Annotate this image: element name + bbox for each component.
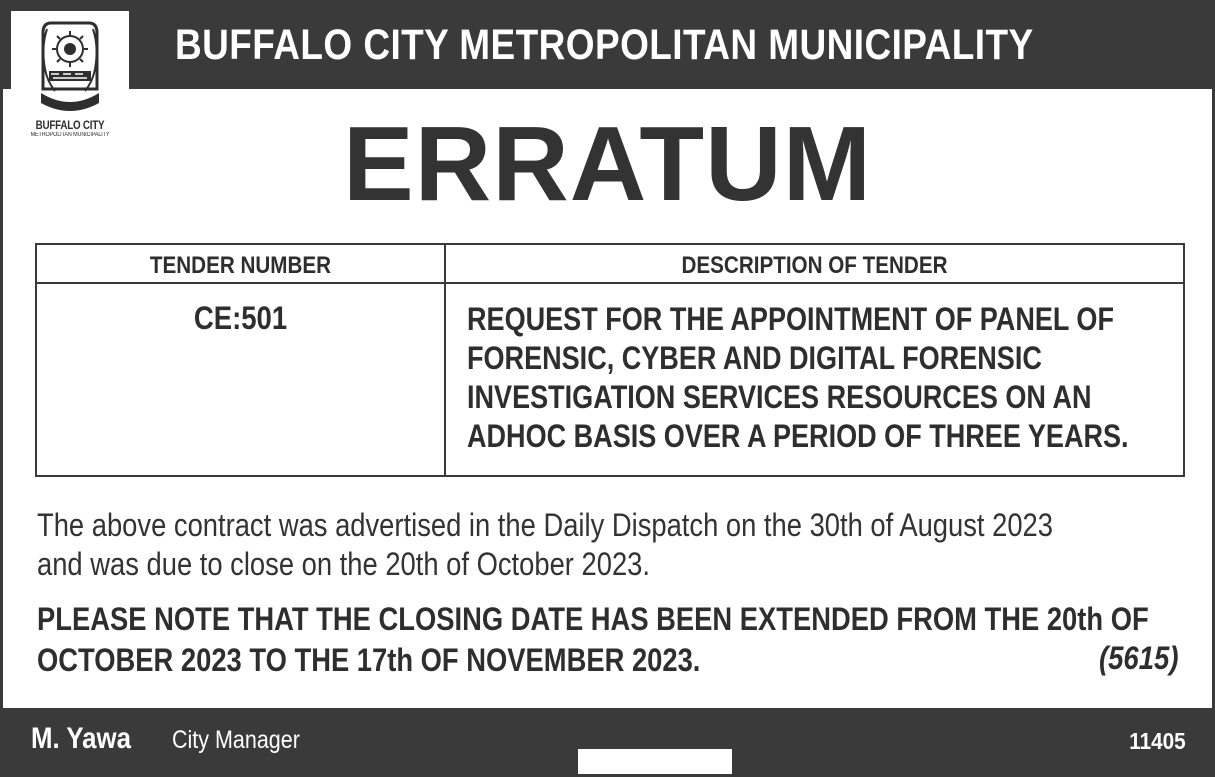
coat-of-arms-icon [37, 19, 103, 117]
header-description: DESCRIPTION OF TENDER [681, 252, 948, 279]
cell-tender-number: CE:501 [193, 300, 288, 336]
signatory-name: M. Yawa [31, 722, 131, 755]
contract-paragraph [37, 506, 1191, 584]
notice-title: ERRATUM [342, 105, 873, 223]
advert-code: 11405 [1129, 728, 1186, 754]
paragraph-line: and was due to close on the 20th of October 2023. [37, 546, 650, 582]
paragraph-line: The above contract was advertised in the Daily Dispatch on the 30th of August 2023 [37, 507, 1053, 543]
table-column-divider [444, 245, 446, 475]
reference-number: (5615) [1098, 640, 1178, 676]
logo-subtitle: METROPOLITAN MUNICIPALITY [30, 132, 110, 138]
extension-note [37, 599, 1191, 681]
signatory-role: City Manager [172, 726, 300, 754]
header-tender-number: TENDER NUMBER [149, 252, 332, 279]
footer-tab [578, 749, 732, 774]
logo-name: BUFFALO CITY [35, 118, 105, 132]
header-band [3, 3, 1212, 89]
tender-table [35, 243, 1185, 477]
description-line: REQUEST FOR THE APPOINTMENT OF PANEL OF [467, 301, 1114, 337]
cell-tender-description [467, 300, 1160, 456]
description-line: INVESTIGATION SERVICES RESOURCES ON AN [467, 379, 1092, 415]
table-row-divider [37, 282, 1183, 284]
header-title: BUFFALO CITY METROPOLITAN MUNICIPALITY [175, 21, 1034, 69]
description-line: ADHOC BASIS OVER A PERIOD OF THREE YEARS. [467, 418, 1129, 454]
description-line: FORENSIC, CYBER AND DIGITAL FORENSIC [467, 340, 1042, 376]
note-line: PLEASE NOTE THAT THE CLOSING DATE HAS BEEN EXTENDED FROM THE 20th OF [37, 601, 1149, 637]
note-line: OCTOBER 2023 TO THE 17th OF NOVEMBER 2023. [37, 642, 701, 678]
footer-band [3, 708, 1212, 774]
